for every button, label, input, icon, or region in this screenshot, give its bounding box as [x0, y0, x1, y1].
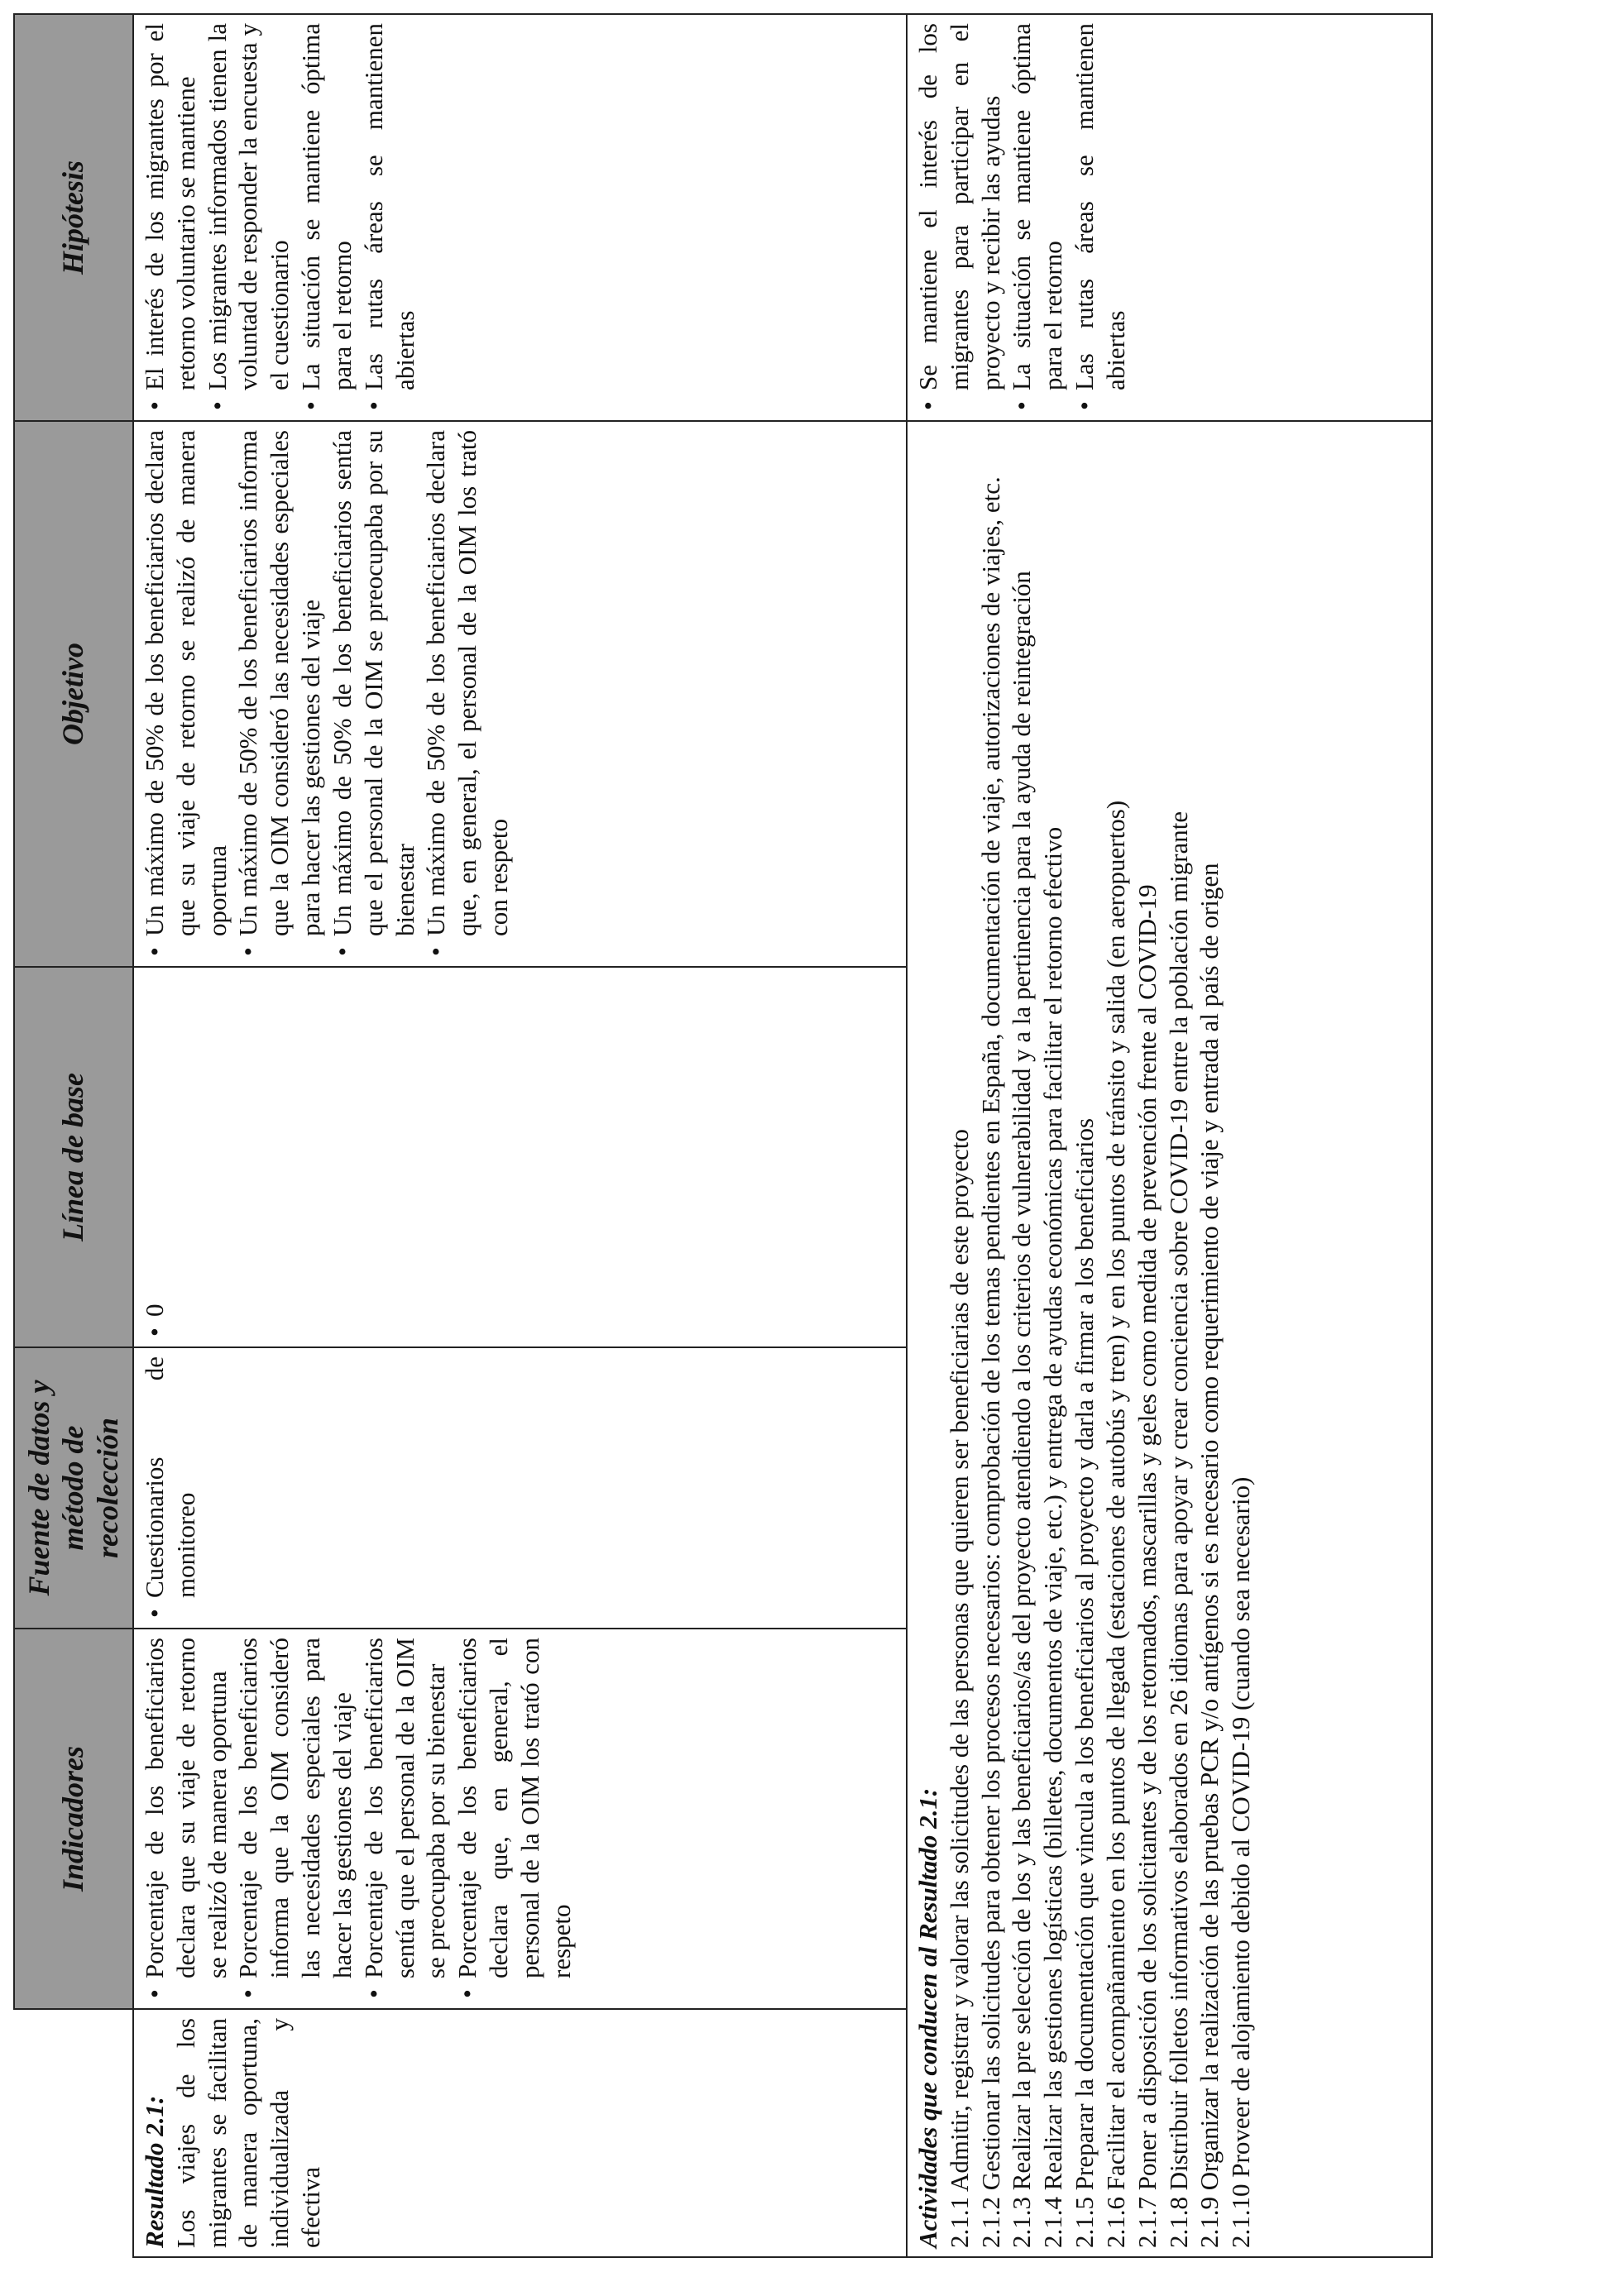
header-objective: Objetivo: [14, 421, 133, 967]
baseline-item: • 0: [139, 976, 170, 1338]
indicators-cell: [133, 1629, 907, 2009]
activity-item: 2.1.6 Facilitar el acompañamiento en los puntos de llegada (estaciones de autobús y tren) y en los puntos de tránsito y salida (en aeropuertos): [1100, 800, 1130, 2248]
baseline-cell: [133, 967, 907, 1347]
objective-item: • Un máximo de 50% de los beneficiarios declara que, en general, el personal de la OIM los trató con respeto: [420, 430, 514, 958]
activities-title: Actividades que conducen al Resultado 2.1:: [913, 1787, 942, 2248]
activity-item: 2.1.4 Realizar las gestiones logísticas (billetes, documentos de viaje, etc.) y entrega de ayudas económicas para facilitar el retorno efectivo: [1038, 826, 1068, 2248]
hypothesis-bottom-cell: [907, 14, 1432, 421]
objective-item: • Un máximo de 50% de los beneficiarios declara que su viaje de retorno se realizó de manera oportuna: [139, 430, 232, 958]
result-cell: [133, 2009, 907, 2257]
indicators-list: [139, 1638, 577, 2000]
indicator-item: • Porcentaje de los beneficiarios informa que la OIM consideró las necesidades especiales para hacer las gestiones del viaje: [232, 1638, 357, 2000]
hypothesis-cell: [133, 14, 907, 421]
indicator-item: • Porcentaje de los beneficiarios declara que, en general, el personal de la OIM los trató con respeto: [452, 1638, 577, 2000]
indicator-item: • Porcentaje de los beneficiarios sentía que el personal de la OIM se preocupaba por su bienestar: [358, 1638, 452, 2000]
activity-item: 2.1.7 Poner a disposición de los solicitantes y de los retornados, mascarillas y geles como medida de prevención frente al COVID-19: [1132, 884, 1162, 2248]
hypothesis-item: • Las rutas áreas se mantienen abiertas: [358, 23, 421, 412]
result-title: Resultado 2.1:: [140, 2095, 169, 2248]
activity-item: 2.1.10 Proveer de alojamiento debido al COVID-19 (cuando sea necesario): [1226, 1476, 1256, 2248]
hypothesis-item: • La situación se mantiene óptima para el retorno: [1006, 23, 1069, 412]
activities-list: [944, 430, 1257, 2248]
hypothesis-item: • Se mantiene el interés de los migrantes para participar en el proyecto y recibir las ayudas: [912, 23, 1006, 412]
header-empty: [14, 2009, 133, 2257]
objectives-list: [139, 430, 515, 958]
header-row: [14, 14, 133, 2257]
objective-item: • Un máximo de 50% de los beneficiarios sentía que el personal de la OIM se preocupaba por su bienestar: [327, 430, 420, 958]
indicator-item: • Porcentaje de los beneficiarios declara que su viaje de retorno se realizó de manera oportuna: [139, 1638, 232, 2000]
hypothesis-item: • El interés de los migrantes por el retorno voluntario se mantiene: [139, 23, 202, 412]
header-baseline: Línea de base: [14, 967, 133, 1347]
activities-cell: [907, 421, 1432, 2257]
activity-item: 2.1.8 Distribuir folletos informativos elaborados en 26 idiomas para apoyar y crear conciencia sobre COVID-19 entre la población migrante: [1163, 811, 1193, 2248]
activities-row: [907, 14, 1432, 2257]
activity-item: 2.1.5 Preparar la documentación que vincula a los beneficiarios al proyecto y darla a firmar a los beneficiarios: [1070, 1117, 1099, 2248]
objective-item: • Un máximo de 50% de los beneficiarios informa que la OIM consideró las necesidades especiales para hacer las gestiones del viaje: [232, 430, 326, 958]
hypothesis-item: • Los migrantes informados tienen la voluntad de responder la encuesta y el cuestionario: [202, 23, 295, 412]
header-indicators: Indicadores: [14, 1629, 133, 2009]
hypothesis-item: • Las rutas áreas se mantienen abiertas: [1069, 23, 1132, 412]
activity-item: 2.1.3 Realizar la pre selección de los y las beneficiarios/as del proyecto atendiendo a los criterios de vulnerabilidad y a la pertinencia para la ayuda de reintegración: [1007, 571, 1037, 2248]
logframe-table: [13, 13, 1433, 2258]
objective-cell: [133, 421, 907, 967]
result-row: [133, 14, 907, 2257]
hypotheses-bottom-list: [912, 23, 1132, 412]
hypothesis-item: • La situación se mantiene óptima para el retorno: [295, 23, 358, 412]
header-hypothesis: Hipótesis: [14, 14, 133, 421]
activity-item: 2.1.9 Organizar la realización de las pruebas PCR y/o antígenos si es necesario como requerimiento de viaje y entrada al país de origen: [1195, 863, 1224, 2248]
activity-item: 2.1.2 Gestionar las solicitudes para obtener los procesos necesarios: comprobación de los temas pendientes en España, documentación de viaje, autorizaciones de viajes, etc.: [975, 476, 1005, 2248]
header-source: Fuente de datos y método de recolección: [14, 1347, 133, 1629]
source-item: • Cuestionarios de monitoreo: [139, 1356, 202, 1619]
activity-item: 2.1.1 Admitir, registrar y valorar las solicitudes de las personas que quieren ser beneficiarias de este proyecto: [944, 1129, 974, 2248]
source-cell: [133, 1347, 907, 1629]
result-text: Los viajes de los migrantes se facilitan de manera oportuna, individualizada y efectiva: [170, 2018, 326, 2248]
hypotheses-list: [139, 23, 420, 412]
